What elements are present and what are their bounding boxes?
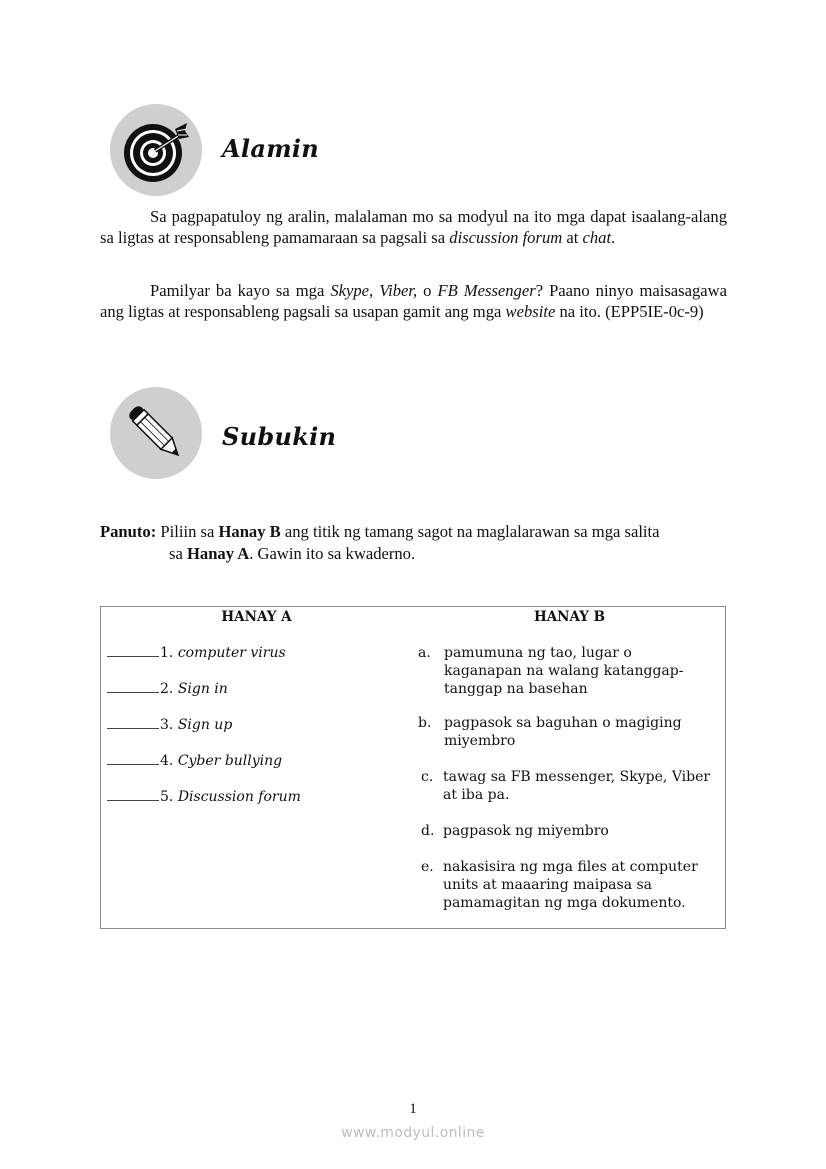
hanay-b-header: HANAY B (533, 609, 606, 625)
alamin-icon-badge (110, 104, 202, 196)
item-letter: b. (418, 715, 432, 731)
alamin-p2-text-end: na ito. (EPP5IE-0c-9) (555, 302, 704, 321)
hanay-a-item (107, 645, 286, 661)
item-letter: e. (421, 859, 434, 875)
alamin-p1-text-mid: at (562, 228, 583, 247)
panuto-label: Panuto: (100, 522, 157, 541)
answer-blank[interactable] (107, 763, 159, 765)
alamin-title: Alamin (222, 134, 320, 163)
item-description: tawag sa FB messenger, Skype, Viber at iba pa. (443, 769, 711, 803)
panuto-text-4: . Gawin ito sa kwaderno. (249, 544, 416, 563)
answer-blank[interactable] (107, 799, 159, 801)
item-number: 5. (160, 789, 174, 805)
item-letter: d. (421, 823, 435, 839)
hanay-a-item (107, 753, 282, 769)
hanay-a-item (107, 717, 232, 733)
pencil-icon (121, 398, 191, 468)
hanay-a-header: HANAY A (221, 609, 292, 625)
target-icon (121, 115, 191, 185)
alamin-p2-italic-website: website (505, 302, 556, 321)
alamin-p1-text: Sa pagpapatuloy ng aralin, malalaman mo sa modyul na ito mga dapat isaalang-alang sa ligtas at responsableng pamamaraan sa pagsali sa (100, 207, 727, 247)
answer-blank[interactable] (107, 727, 159, 729)
panuto-line-1 (100, 521, 740, 543)
item-term: Discussion forum (177, 789, 301, 805)
page-number: 1 (409, 1101, 417, 1117)
item-term: Sign in (177, 681, 228, 697)
item-letter: c. (421, 769, 434, 785)
alamin-p2-italic-fb-messenger: FB Messenger (437, 281, 536, 300)
answer-blank[interactable] (107, 691, 159, 693)
item-number: 4. (160, 753, 174, 769)
item-number: 3. (160, 717, 174, 733)
answer-blank[interactable] (107, 655, 159, 657)
hanay-b-item (421, 768, 726, 804)
alamin-paragraph-1 (100, 206, 727, 248)
alamin-p1-italic-discussion-forum: discussion forum (449, 228, 563, 247)
hanay-b-item (421, 822, 726, 840)
item-description: pagpasok sa baguhan o magiging miyembro (444, 715, 682, 749)
alamin-p1-text-end: . (611, 228, 616, 247)
panuto-hanay-b: Hanay B (218, 522, 281, 541)
item-number: 2. (160, 681, 174, 697)
item-letter: a. (418, 645, 431, 661)
alamin-p2-text: Pamilyar ba kayo sa mga (150, 281, 331, 300)
alamin-p2-italic-apps: Skype, Viber, (330, 281, 418, 300)
hanay-b-item (418, 714, 708, 750)
subukin-icon-badge (110, 387, 202, 479)
item-description: pagpasok ng miyembro (443, 823, 609, 839)
subukin-title: Subukin (222, 422, 337, 451)
panuto-line-2 (169, 543, 415, 565)
hanay-b-item (418, 644, 708, 698)
hanay-a-item (107, 681, 228, 697)
alamin-paragraph-2 (100, 280, 727, 322)
panuto-text-1: Piliin sa (156, 522, 219, 541)
watermark: www.modyul.online (341, 1125, 485, 1141)
item-term: Sign up (177, 717, 233, 733)
alamin-p2-text-mid2: ? Paano ninyo maisasagawa ang ligtas at responsableng pagsali sa usapan gamit ang mga (100, 281, 728, 321)
panuto-text-3: sa (169, 544, 187, 563)
panuto-hanay-a: Hanay A (186, 544, 250, 563)
hanay-a-item (107, 789, 301, 805)
item-description: pamumuna ng tao, lugar o kaganapan na walang katanggap-tanggap na basehan (444, 645, 684, 697)
alamin-p2-text-mid1: o (417, 281, 438, 300)
item-number: 1. (160, 645, 174, 661)
item-term: computer virus (177, 645, 286, 661)
alamin-p1-italic-chat: chat (582, 228, 612, 247)
item-description: nakasisira ng mga files at computer units at maaaring maipasa sa pamamagitan ng mga dokumento. (443, 859, 698, 911)
item-term: Cyber bullying (177, 753, 283, 769)
hanay-b-item (421, 858, 721, 912)
panuto-text-2: ang titik ng tamang sagot na maglalarawan sa mga salita (280, 522, 660, 541)
